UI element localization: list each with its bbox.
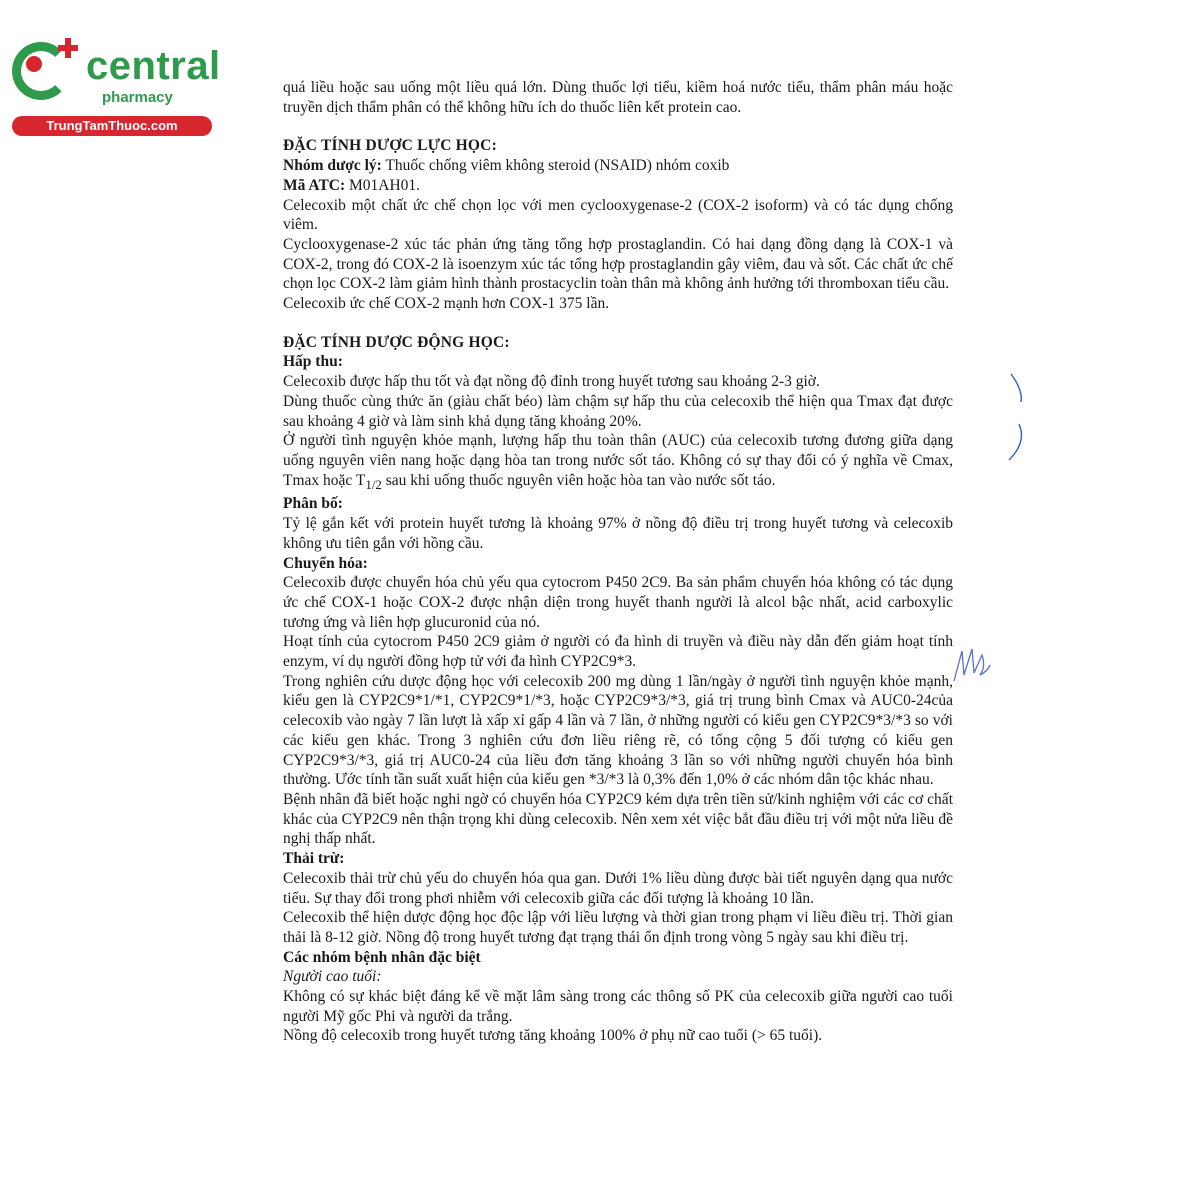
elderly-paragraph-1: Không có sự khác biệt đáng kể về mặt lâm sàng trong các thông số PK của celecoxib giữa người cao tuổi người Mỹ gốc Phi và người da trắng. <box>283 988 953 1025</box>
absorption-paragraph-3 <box>283 431 953 494</box>
absorption-paragraph-1: Celecoxib được hấp thu tốt và đạt nồng độ đỉnh trong huyết tương sau khoảng 2-3 giờ. <box>283 373 820 391</box>
pharmacologic-group <box>283 156 953 176</box>
logo-subtitle: pharmacy <box>102 89 173 106</box>
pharmacologic-group-label: Nhóm dược lý: <box>283 157 382 175</box>
pharmacologic-group-value: Thuốc chống viêm không steroid (NSAID) nhóm coxib <box>381 157 730 175</box>
logo-dot-icon <box>26 56 42 72</box>
elimination-paragraph-2: Celecoxib thể hiện dược động học độc lập với liều lượng và thời gian trong phạm vi liều điều trị. Thời gian thải là 8-12 giờ. Nồng độ trong huyết tương đạt trạng thái ổn định trong vòng 5 ngày sau khi điều trị. <box>283 909 953 946</box>
pharmacokinetics-heading: ĐẶC TÍNH DƯỢC ĐỘNG HỌC: <box>283 333 510 351</box>
elderly-paragraph-2: Nồng độ celecoxib trong huyết tương tăng khoảng 100% ở phụ nữ cao tuổi (> 65 tuổi). <box>283 1027 823 1045</box>
signature-mark-icon <box>950 645 992 685</box>
pd-paragraph-1: Celecoxib một chất ức chế chọn lọc với men cyclooxygenase-2 (COX-2 isoform) và có tác dụng chống viêm. <box>283 196 953 234</box>
metabolism-paragraph-2: Hoạt tính của cytocrom P450 2C9 giảm ở người có đa hình di truyền và điều này dẫn đến giảm hoạt tính enzym, ví dụ người đồng hợp tử với đa hình CYP2C9*3. <box>283 633 953 671</box>
logo-name: central <box>86 44 221 88</box>
metabolism-paragraph-1: Celecoxib được chuyển hóa chủ yếu qua cytocrom P450 2C9. Ba sản phẩm chuyển hóa không có tác dụng ức chế COX-1 hoặc COX-2 được nhận diện trong huyết thanh người là alcol bậc nhất, acid carboxylic tương ứng và liên hợp glucuronid của nó. <box>283 574 953 631</box>
distribution-paragraph-1: Tỷ lệ gắn kết với protein huyết tương là khoảng 97% ở nồng độ điều trị trong huyết tương và celecoxib không ưu tiên gắn với hồng cầu. <box>283 515 953 552</box>
scan-stamp-mark-icon <box>1005 372 1029 462</box>
metabolism-heading: Chuyển hóa: <box>283 554 368 572</box>
absorption-paragraph-3-text: Ở người tình nguyện khỏe mạnh, lượng hấp thu toàn thân (AUC) của celecoxib tương đương giữa dạng uống nguyên viên nang hoặc dạng hòa tan trong nước sốt táo. Không có sự thay đổi có ý nghĩa về Cmax, Tmax hoặc T <box>283 432 953 489</box>
elderly-heading: Người cao tuổi: <box>283 968 382 986</box>
pd-paragraph-3: Celecoxib ức chế COX-2 mạnh hơn COX-1 375 lần. <box>283 295 610 313</box>
metabolism-paragraph-3: Trong nghiên cứu dược động học với celecoxib 200 mg dùng 1 lần/ngày ở người tình nguyện khỏe mạnh, kiểu gen là CYP2C9*1/*1, CYP2C9*1/*3, hoặc CYP2C9*3/*3, giá trị trung bình Cmax và AUC0-24của celecoxib vào ngày 7 lần lượt là xấp xỉ gấp 4 lần và 7 lần, ở những người có kiểu gen CYP2C9*3/*3 so với các kiểu gen khác. Trong 3 nghiên cứu đơn liều riêng rẽ, có tổng cộng 5 đối tượng có kiểu gen CYP2C9*3/*3, giá trị AUC0-24 của liều đơn tăng khoảng 3 lần so với những người chuyển hóa bình thường. Ước tính tần suất xuất hiện của kiểu gen *3/*3 là 0,3% đến 1,0% ở các nhóm dân tộc khác nhau. <box>283 672 953 789</box>
absorption-heading: Hấp thu: <box>283 353 343 371</box>
logo-url[interactable]: TrungTamThuoc.com <box>12 116 212 136</box>
document-body <box>283 78 953 1046</box>
distribution-heading: Phân bố: <box>283 495 343 513</box>
logo-cross-icon <box>58 38 78 58</box>
elimination-heading: Thải trừ: <box>283 850 345 868</box>
intro-paragraph: quá liều hoặc sau uống một liều quá lớn. Dùng thuốc lợi tiểu, kiềm hoá nước tiểu, thẩm phân máu hoặc truyền dịch thẩm phân có thể không hữu ích do thuốc liên kết protein cao. <box>283 79 953 116</box>
pharmacodynamics-heading: ĐẶC TÍNH DƯỢC LỰC HỌC: <box>283 137 497 155</box>
atc-code-value: M01AH01. <box>345 176 421 194</box>
absorption-paragraph-2: Dùng thuốc cùng thức ăn (giàu chất béo) làm chậm sự hấp thu của celecoxib thể hiện qua Tmax đạt được sau khoảng 4 giờ và làm sinh khả dụng tăng khoảng 20%. <box>283 392 953 430</box>
atc-code-label: Mã ATC: <box>283 176 346 194</box>
special-populations-heading: Các nhóm bệnh nhân đặc biệt <box>283 948 481 966</box>
metabolism-paragraph-4: Bệnh nhân đã biết hoặc nghi ngờ có chuyển hóa CYP2C9 kém dựa trên tiền sử/kinh nghiệm với các cơ chất khác của CYP2C9 nên thận trọng khi dùng celecoxib. Nên xem xét việc bắt đầu điều trị với một nửa liều đề nghị thấp nhất. <box>283 791 953 848</box>
central-pharmacy-logo[interactable] <box>10 38 221 138</box>
absorption-paragraph-3-end: sau khi uống thuốc nguyên viên hoặc hòa tan vào nước sốt táo. <box>381 471 776 489</box>
half-life-subscript: 1/2 <box>365 476 382 492</box>
atc-code <box>283 176 953 196</box>
elimination-paragraph-1: Celecoxib thải trừ chủ yếu do chuyển hóa qua gan. Dưới 1% liều dùng được bài tiết nguyên dạng qua nước tiểu. Sự thay đổi trong phơi nhiễm với celecoxib giữa các đối tượng là khoảng 10 lần. <box>283 869 953 907</box>
pd-paragraph-2: Cyclooxygenase-2 xúc tác phản ứng tăng tổng hợp prostaglandin. Có hai dạng đồng dạng là COX-1 và COX-2, trong đó COX-2 là isoenzym xúc tác tổng hợp prostaglandin gây viêm, đau và sốt. Các chất ức chế chọn lọc COX-2 làm giảm hình thành prostacyclin toàn thân mà không ảnh hưởng tới thromboxan tiểu cầu. <box>283 235 953 293</box>
